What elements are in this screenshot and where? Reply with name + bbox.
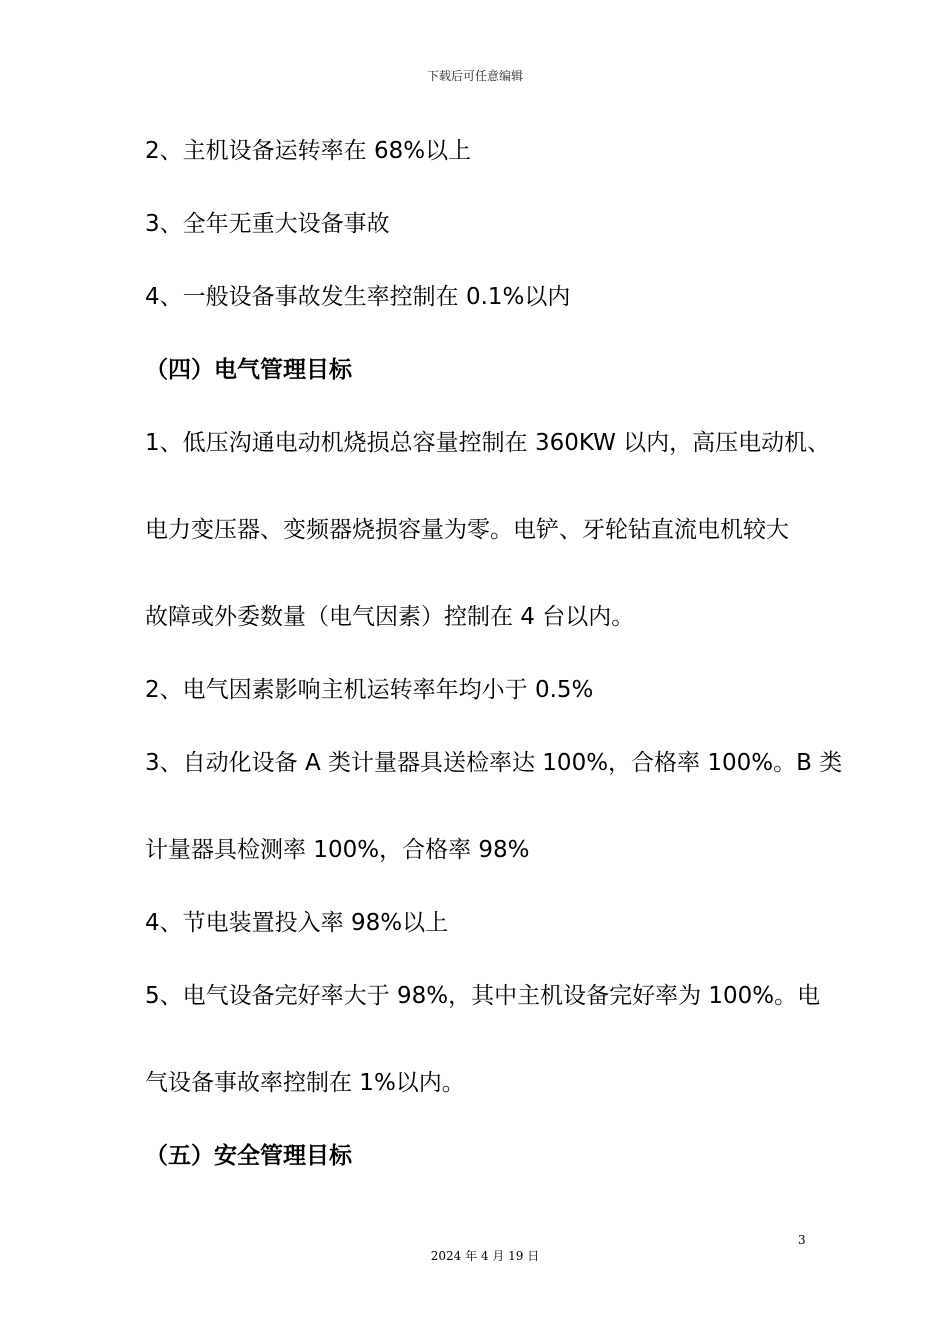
paragraph-line: 气设备事故率控制在 1%以内。 — [145, 1070, 465, 1096]
paragraph-line: 3、自动化设备 A 类计量器具送检率达 100%，合格率 100%。B 类 — [145, 750, 843, 776]
paragraph-line: 1、低压沟通电动机烧损总容量控制在 360KW 以内，高压电动机、 — [145, 430, 831, 456]
list-item-no-major-accident: 3、全年无重大设备事故 — [145, 211, 390, 237]
paragraph-line: 故障或外委数量（电气因素）控制在 4 台以内。 — [145, 604, 635, 630]
list-item-host-equipment-rate: 2、主机设备运转率在 68%以上 — [145, 138, 472, 164]
paragraph-line: 计量器具检测率 100%，合格率 98% — [145, 837, 530, 863]
footer-date: 2024 年 4 月 19 日 — [430, 1249, 540, 1263]
page-header-note: 下载后可任意编辑 — [426, 69, 523, 83]
paragraph-line: 5、电气设备完好率大于 98%，其中主机设备完好率为 100%。电 — [145, 983, 821, 1009]
page-number: 3 — [798, 1233, 806, 1247]
list-item-general-accident-rate: 4、一般设备事故发生率控制在 0.1%以内 — [145, 284, 571, 310]
list-item-electrical-factor: 2、电气因素影响主机运转率年均小于 0.5% — [145, 677, 594, 703]
section-heading-electrical: （四）电气管理目标 — [145, 357, 352, 383]
list-item-energy-saving: 4、节电装置投入率 98%以上 — [145, 910, 449, 936]
paragraph-line: 电力变压器、变频器烧损容量为零。电铲、牙轮钻直流电机较大 — [145, 517, 789, 543]
section-heading-safety: （五）安全管理目标 — [145, 1143, 352, 1169]
